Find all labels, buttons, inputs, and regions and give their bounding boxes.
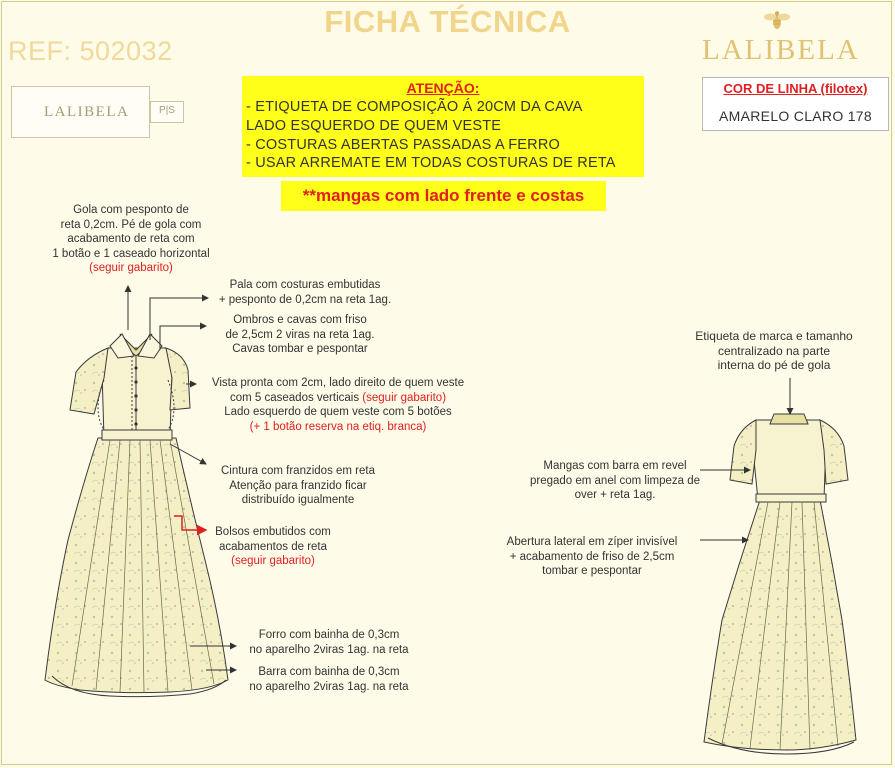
front-waistband <box>102 430 172 440</box>
warning-title: ATENÇÃO: <box>406 80 480 96</box>
shoulders-note: Ombros e cavas com friso de 2,5cm 2 viras na reta 1ag. Cavas tombar e pespontar <box>225 314 375 355</box>
placket-note: Vista pronta com 2cm, lado direito de quem veste com 5 caseados verticais (seguir gabarito) Lado esquerdo de quem veste com 5 botões (+ 1 botão reserva na etiq. branca) <box>211 377 465 433</box>
front-left-sleeve <box>70 348 108 414</box>
brand-label-note: Etiqueta de marca e tamanho centralizado na parte interna do pé de gola <box>695 329 853 372</box>
lining-note: Forro com bainha de 0,3cm no aparelho 2viras 1ag. na reta <box>249 629 409 656</box>
hem-note: Barra com bainha de 0,3cm no aparelho 2viras 1ag. na reta <box>249 666 409 693</box>
front-skirt <box>45 438 228 693</box>
warning-line: - COSTURAS ABERTAS PASSADAS A FERRO <box>246 137 560 153</box>
brand-label-text: LALIBELA <box>44 104 130 120</box>
collar-note: Gola com pesponto de reta 0,2cm. Pé de gola com acabamento de reta com 1 botão e 1 caseado horizontal (seguir gabarito) <box>52 204 210 274</box>
yoke-note: Pala com costuras embutidas + pesponto de 0,2cm na reta 1ag. <box>218 279 392 306</box>
warning-line: - ETIQUETA DE COMPOSIÇÃO Á 20CM DA CAVA <box>246 99 583 115</box>
waist-note: Cintura com franzidos em reta Atenção para franzido ficar distribuído igualmente <box>220 465 376 506</box>
zipper-note: Abertura lateral em zíper invisível + acabamento de friso de 2,5cm tombar e pespontar <box>506 536 678 577</box>
brand-logo: LALIBELA <box>702 34 860 66</box>
back-skirt <box>704 500 856 750</box>
pockets-note: Bolsos embutidos com acabamentos de reta (seguir gabarito) <box>215 526 331 567</box>
back-dress-drawing <box>704 414 856 754</box>
warning-line: LADO ESQUERDO DE QUEM VESTE <box>246 118 502 134</box>
reference-code: REF: 502032 <box>8 36 173 66</box>
back-left-sleeve <box>730 420 756 484</box>
thread-color-title: COR DE LINHA (filotex) <box>723 81 868 96</box>
page-title: FICHA TÉCNICA <box>324 4 571 39</box>
thread-color-value: AMARELO CLARO 178 <box>719 108 872 124</box>
back-bodice <box>752 420 826 500</box>
sleeve-note: **mangas com lado frente e costas <box>302 186 585 205</box>
size-label-text: P|S <box>159 105 175 116</box>
back-waistband <box>756 494 826 502</box>
warning-line: - USAR ARREMATE EM TODAS COSTURAS DE RETA <box>246 155 616 171</box>
back-sleeves-note: Mangas com barra em revel pregado em anel com limpeza de over + reta 1ag. <box>529 460 701 501</box>
back-collar <box>770 414 808 424</box>
